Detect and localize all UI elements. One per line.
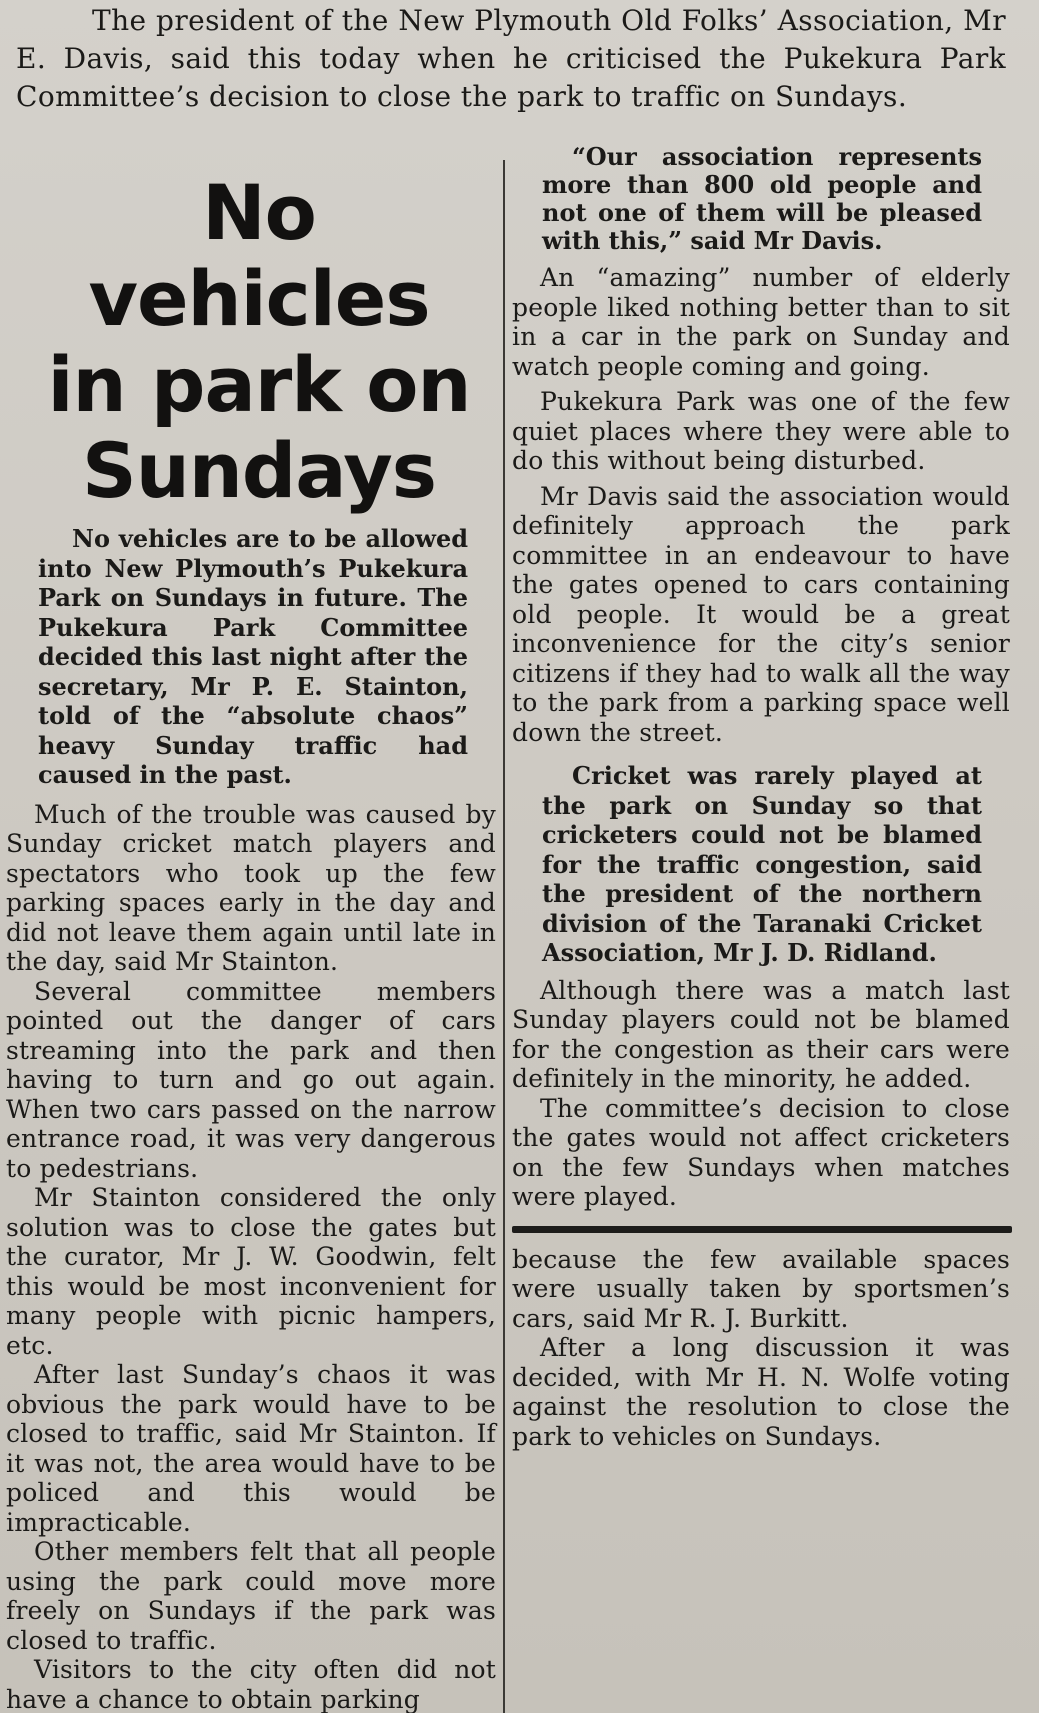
headline-line-2: in park on (47, 340, 471, 429)
section-rule (512, 1226, 1012, 1233)
right-column (512, 143, 1010, 1451)
left-column (6, 160, 496, 1713)
headline (24, 170, 494, 514)
headline-line-1: No vehicles (88, 168, 430, 343)
headline-line-3: Sundays (81, 426, 437, 515)
cricket-bold-paragraph: Cricket was rarely played at the park on Sunday so that cricketers could not be blamed for the traffic congestion, said the president of the northern division of the Taranaki Cricket Association, Mr J. D. Ridland. (542, 761, 982, 967)
left-paragraph-6: Visitors to the city often did not have a chance to obtain parking (6, 1655, 496, 1713)
quote-paragraph: “Our association represents more than 800 old people and not one of them will be pleased with this,” said Mr Davis. (542, 142, 982, 255)
right-paragraph-5: The committee’s decision to close the gates would not affect cricketers on the few Sundays when matches were played. (512, 1093, 1010, 1211)
right-paragraph-2: Pukekura Park was one of the few quiet places where they were able to do this without being disturbed. (512, 387, 1010, 475)
left-paragraph-4: After last Sunday’s chaos it was obvious the park would have to be closed to traffic, said Mr Stainton. If it was not, the area would have to be policed and this would be impracticable. (6, 1360, 496, 1537)
right-paragraph-1: An “amazing” number of elderly people liked nothing better than to sit in a car in the park on Sunday and watch people coming and going. (512, 263, 1010, 381)
intro-text: The president of the New Plymouth Old Folks’ Association, Mr E. Davis, said this today when he criticised the Pukekura Park Committee’s decision to close the park to traffic on Sundays. (16, 4, 1006, 113)
left-paragraph-3: Mr Stainton considered the only solution was to close the gates but the curator, Mr J. W. Goodwin, felt this would be most inconvenient for many people with picnic hampers, etc. (6, 1183, 496, 1360)
column-divider (503, 160, 505, 1713)
left-paragraph-5: Other members felt that all people using the park could move more freely on Sundays if the park was closed to traffic. (6, 1537, 496, 1655)
continuation-paragraph-2: After a long discussion it was decided, with Mr H. N. Wolfe voting against the resolution to close the park to vehicles on Sundays. (512, 1333, 1010, 1451)
continuation-paragraph-1: because the few available spaces were usually taken by sportsmen’s cars, said Mr R. J. Burkitt. (512, 1244, 1010, 1333)
lead-paragraph: No vehicles are to be allowed into New Plymouth’s Pukekura Park on Sundays in future. The Pukekura Park Committee decided this last night after the secretary, Mr P. E. Stainton, told of the “absolute chaos” heavy Sunday traffic had caused in the past. (38, 524, 468, 789)
right-paragraph-3: Mr Davis said the association would definitely approach the park committee in an endeavour to have the gates opened to cars containing old people. It would be a great inconvenience for the city’s senior citizens if they had to walk all the way to the park from a parking space well down the street. (512, 481, 1010, 747)
right-paragraph-4: Although there was a match last Sunday players could not be blamed for the congestion as their cars were definitely in the minority, he added. (512, 975, 1010, 1093)
intro-paragraph (16, 2, 1006, 116)
left-paragraph-1: Much of the trouble was caused by Sunday cricket match players and spectators who took up the few parking spaces early in the day and did not leave them again until late in the day, said Mr Stainton. (6, 799, 496, 976)
left-paragraph-2: Several committee members pointed out the danger of cars streaming into the park and then having to turn and go out again. When two cars passed on the narrow entrance road, it was very dangerous to pedestrians. (6, 976, 496, 1183)
